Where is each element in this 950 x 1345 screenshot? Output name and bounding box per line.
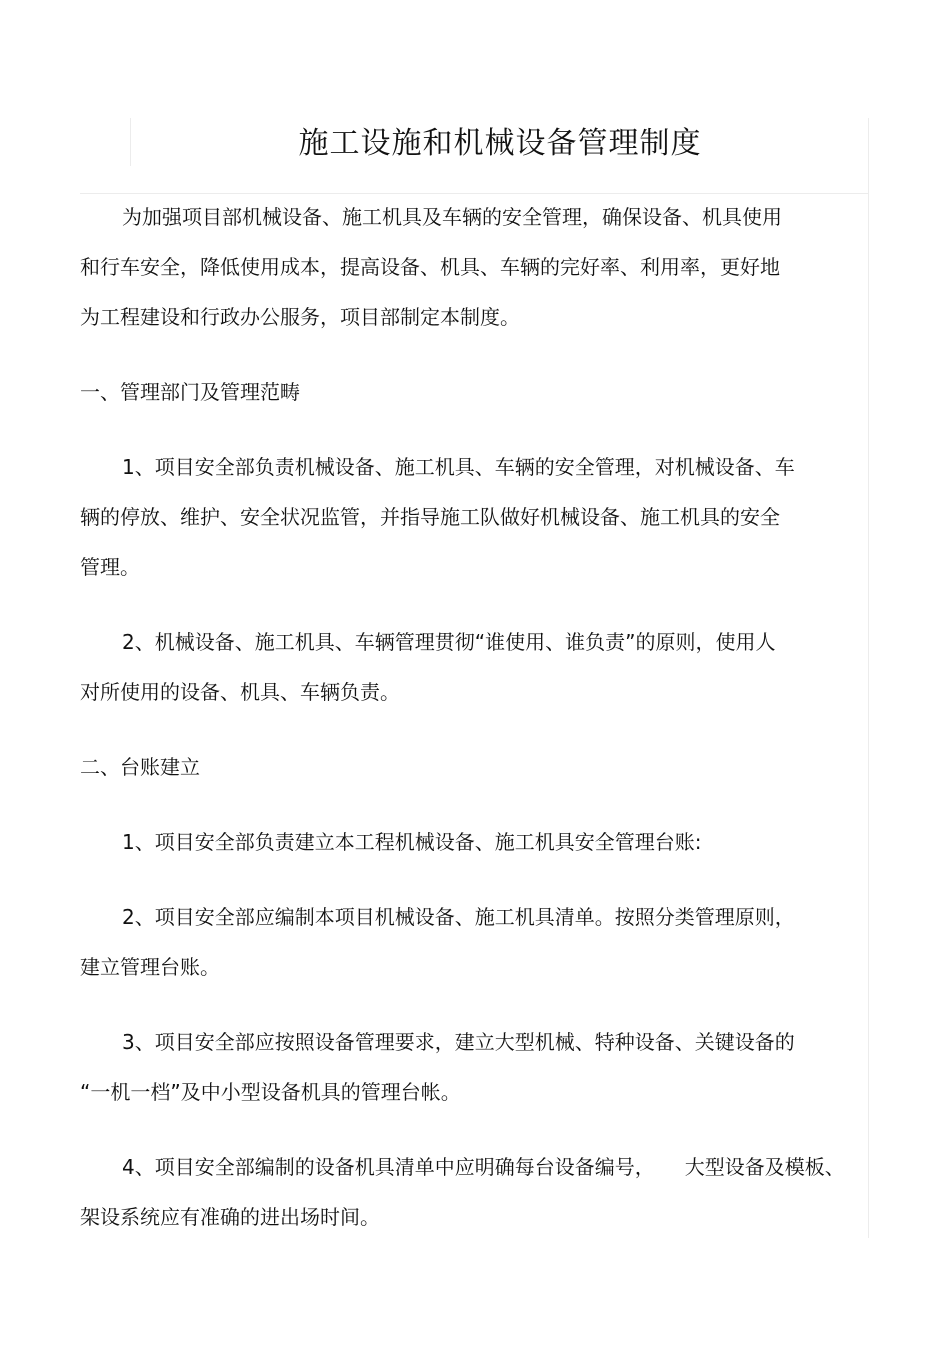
paragraph-line: 2、机械设备、施工机具、车辆管理贯彻“谁使用、谁负责”的原则，使用人 <box>122 630 776 654</box>
intro-line: 和行车安全，降低使用成本，提高设备、机具、车辆的完好率、利用率，更好地 <box>80 255 780 279</box>
paragraph-line: 4、项目安全部编制的设备机具清单中应明确每台设备编号， 大型设备及模板、 <box>122 1155 845 1179</box>
section2-item-3 <box>80 1017 870 1117</box>
paragraph-line: 架设系统应有准确的进出场时间。 <box>80 1205 380 1229</box>
paragraph-line: 1、项目安全部负责建立本工程机械设备、施工机具安全管理台账: <box>122 830 702 854</box>
section1-item-2 <box>80 617 870 717</box>
section2-item-4 <box>80 1142 870 1242</box>
section2-item-2 <box>80 892 870 992</box>
section-heading: 二、台账建立 <box>80 755 200 779</box>
intro-line: 为工程建设和行政办公服务，项目部制定本制度。 <box>80 305 520 329</box>
paragraph-line: 辆的停放、维护、安全状况监管，并指导施工队做好机械设备、施工机具的安全 <box>80 505 780 529</box>
paragraph-line: 管理。 <box>80 555 140 579</box>
paragraph-line: 3、项目安全部应按照设备管理要求，建立大型机械、特种设备、关键设备的 <box>122 1030 795 1054</box>
paragraph-line: 1、项目安全部负责机械设备、施工机具、车辆的安全管理，对机械设备、车 <box>122 455 795 479</box>
document-title: 施工设施和机械设备管理制度 <box>298 126 702 161</box>
paragraph-line: 对所使用的设备、机具、车辆负责。 <box>80 680 400 704</box>
paragraph-line: 建立管理台账。 <box>80 955 220 979</box>
paragraph-line: 2、项目安全部应编制本项目机械设备、施工机具清单。按照分类管理原则， <box>122 905 795 929</box>
section2-item-1 <box>80 817 870 867</box>
intro-line: 为加强项目部机械设备、施工机具及车辆的安全管理，确保设备、机具使用 <box>122 205 782 229</box>
section1-item-1 <box>80 442 870 592</box>
paragraph-line: “一机一档”及中小型设备机具的管理台帐。 <box>80 1080 461 1104</box>
intro-paragraph <box>80 192 870 342</box>
section-heading: 一、管理部门及管理范畴 <box>80 380 300 404</box>
